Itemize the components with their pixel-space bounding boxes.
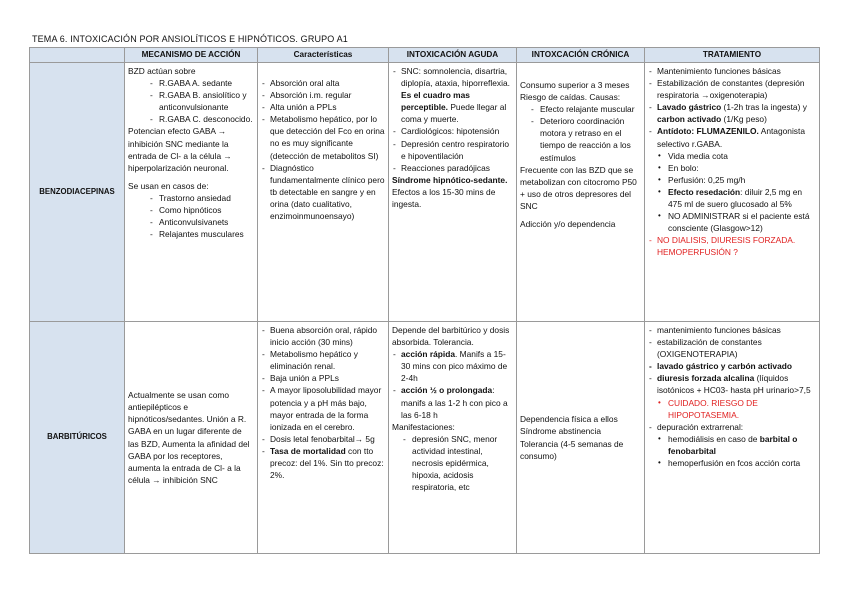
list-item: - Cardiológicos: hipotensión	[392, 125, 513, 137]
table-row-benzodiacepinas	[30, 63, 820, 322]
list-item: - depresión SNC, menor actividad intestinal, necrosis epidérmica, hipoxia, acidosis respiratoria, etc	[402, 433, 513, 493]
list-item: - Anticonvulsivanets	[143, 216, 254, 228]
barb-depur-list	[648, 421, 816, 433]
list-item: - Baja unión a PPLs	[261, 372, 385, 384]
cronica-frecuente: Frecuente con las BZD que se metabolizan con citocromo P50 + uso de otros depresores del SNC	[520, 164, 637, 211]
benzo-syndrome: Síndrome hipnótico-sedante.	[392, 174, 508, 185]
resedacion-text: : diluir 2,5 mg en 475 ml de suero glucosado al 5%	[668, 186, 803, 210]
benzo-cronica	[517, 63, 645, 322]
list-item: - A mayor liposolubilidad mayor potencia y a pH más bajo, mayor entrada de la forma ionizada en el cerebro.	[261, 384, 385, 432]
list-item: • NO ADMINISTRAR si el paciente está consciente (Glasgow>12)	[658, 210, 816, 234]
cronica-causas-list	[520, 103, 641, 163]
header-empty	[30, 48, 125, 63]
list-item: - depuración extrarrenal:	[648, 421, 816, 433]
benzo-trat-warning	[648, 234, 816, 258]
carbon-text: (1/Kg peso)	[721, 114, 767, 125]
list-item: - Estabilización de constantes (depresión respiratoria →oxigenoterapia)	[648, 77, 816, 101]
lavado-bold: Lavado gástrico	[657, 102, 722, 113]
list-item	[261, 445, 385, 481]
list-item: - Mantenimiento funciones básicas	[648, 65, 816, 77]
mortalidad-bold: Tasa de mortalidad	[270, 445, 346, 456]
list-item: - R.GABA C. desconocido.	[143, 113, 254, 125]
rapida-bold: acción rápida	[401, 349, 455, 360]
row-label-barb: BARBITÚRICOS	[30, 322, 125, 554]
flumazenilo-props	[648, 150, 816, 235]
intoxication-table	[29, 47, 820, 554]
barb-caracteristicas	[258, 322, 389, 554]
benzo-uses-list	[128, 192, 254, 240]
lavado-text: (1-2h tras la ingesta) y	[721, 102, 807, 113]
barb-aguda-list	[392, 348, 513, 421]
list-item: - Buena absorción oral, rápido inicio acción (30 mins)	[261, 324, 385, 348]
list-item: • En bolo:	[658, 162, 816, 174]
barb-aguda	[389, 322, 517, 554]
barb-manif: Manifestaciones:	[392, 421, 455, 432]
list-item: - NO DIALISIS, DIURESIS FORZADA. HEMOPERFUSIÓN ?	[648, 234, 816, 258]
row-label-benzo: BENZODIACEPINAS	[30, 63, 125, 322]
coma-bold: Es el cuadro mas perceptible.	[401, 90, 470, 113]
antidoto-bold: Antídoto: FLUMAZENILO.	[657, 126, 759, 137]
prolong-bold: acción ½ o prolongada	[401, 385, 493, 396]
list-item: - Como hipnóticos	[143, 204, 254, 216]
benzo-caract-list	[261, 77, 385, 222]
benzo-onset: Efectos a los 15-30 mins de ingesta.	[392, 186, 496, 210]
barb-cronica	[517, 322, 645, 554]
diuresis-bold: diuresis forzada alcalina	[657, 373, 755, 384]
barb-caract-list	[261, 324, 385, 481]
list-item: - Dosis letal fenobarbital→ 5g	[261, 433, 385, 445]
header-mecanismo: MECANISMO DE ACCIÓN	[125, 48, 258, 63]
hemo-bold: barbital o fenobarbital	[668, 433, 798, 456]
snc-text: SNC: somnolencia, disartria, diplopía, ataxia, hiporreflexia.	[401, 66, 510, 89]
list-item: - mantenimiento funciones básicas	[648, 324, 816, 336]
list-item: - Metabolismo hepático, por lo que detección del Fco en orina no es muy significante (detección de metabolitos SI)	[261, 113, 385, 161]
list-item: - Efecto relajante muscular	[530, 103, 641, 115]
list-item: - Absorción oral alta	[261, 77, 385, 89]
barb-mecanismo	[125, 322, 258, 554]
list-item: - Alta unión a PPLs	[261, 101, 385, 113]
coma-rest: Puede llegar al coma y muerte.	[401, 102, 507, 125]
list-item	[648, 101, 816, 125]
list-item: - Reacciones paradójicas	[392, 162, 513, 174]
barb-depur-sub	[648, 433, 816, 469]
resedacion-bold: Efecto resedación	[668, 186, 741, 197]
barb-cuidado-list	[648, 397, 816, 421]
header-row	[30, 48, 820, 63]
benzo-receptor-list	[128, 77, 254, 125]
barb-manif-list	[392, 433, 513, 493]
benzo-trat-list	[648, 65, 816, 150]
benzo-uses-intro: Se usan en casos de:	[128, 180, 209, 191]
benzo-aguda	[389, 63, 517, 322]
list-item	[648, 372, 816, 396]
diuresis-text: (líquidos isotónicos + HC03- hasta pH urinario>7,5	[657, 373, 811, 396]
carbon-bold: carbon activado	[657, 114, 722, 125]
benzo-aguda-list	[392, 65, 513, 174]
list-item: - Diagnóstico fundamentalmente clínico pero tb detectable en sangre y en orina (dato cualitativo, enzimoinmunoensayo)	[261, 162, 385, 222]
list-item	[392, 348, 513, 384]
antidoto-text: Antagonista selectivo r.GABA.	[657, 126, 805, 149]
mortalidad-text: con tto precoz: del 1%. Sin tto precoz: 2%.	[270, 445, 384, 481]
header-tratamiento: TRATAMIENTO	[645, 48, 820, 63]
hemo-text: hemodiálisis en caso de	[668, 433, 760, 444]
benzo-caracteristicas	[258, 63, 389, 322]
list-item: • CUIDADO. RIESGO DE HIPOPOTASEMIA.	[658, 397, 816, 421]
list-item: • hemoperfusión en fcos acción corta	[658, 457, 816, 469]
list-item: • Vida media cota	[658, 150, 816, 162]
barb-aguda-intro: Depende del barbitúrico y dosis absorbida. Tolerancia.	[392, 325, 510, 348]
list-item: - Trastorno ansiedad	[143, 192, 254, 204]
benzo-mec-effect: Potencian efecto GABA → inhibición SNC mediante la entrada de Cl- a la célula → hiperpolarización neuronal.	[128, 126, 232, 173]
list-item: - R.GABA A. sedante	[143, 77, 254, 89]
list-item	[658, 433, 816, 457]
list-item	[392, 384, 513, 420]
list-item: • Perfusión: 0,25 mg/h	[658, 174, 816, 186]
list-item	[648, 125, 816, 149]
list-item: - Deterioro coordinación motora y retraso en el tiempo de reacción a los estímulos	[530, 115, 641, 163]
list-item: - R.GABA B. ansiolítico y anticonvulsionante	[143, 89, 254, 113]
document-title: TEMA 6. INTOXICACIÓN POR ANSIOLÍTICOS E HIPNÓTICOS. GRUPO A1	[32, 34, 348, 44]
list-item: - Absorción i.m. regular	[261, 89, 385, 101]
header-aguda: INTOXICACIÓN AGUDA	[389, 48, 517, 63]
table-row-barbituricos	[30, 322, 820, 554]
list-item: - lavado gástrico y carbón activado	[648, 360, 816, 372]
cronica-adiccion: Adicción y/o dependencia	[520, 219, 616, 230]
barb-trat-list	[648, 324, 816, 397]
cronica-riesgo: Riesgo de caídas. Causas:	[520, 92, 621, 103]
benzo-tratamiento	[645, 63, 820, 322]
cronica-consumo: Consumo superior a 3 meses	[520, 80, 630, 90]
barb-mec-text: Actualmente se usan como antiepilépticos e hipnóticos/sedantes. Unión a R. GABA en un lugar diferente de las BZD, Aumenta la afinidad del GABA por los receptores, aumenta la entrada de Cl- a la célula → inhibición SNC	[128, 390, 250, 485]
list-item: - Relajantes musculares	[143, 228, 254, 240]
rapida-text: . Manifs a 15-30 mins con pico máximo de 2-4h	[401, 349, 508, 384]
prolong-text: : manifs a las 1-2 h con pico a las 6-18 h	[401, 385, 508, 420]
benzo-mec-intro: BZD actúan sobre	[128, 66, 196, 76]
barb-tratamiento	[645, 322, 820, 554]
barb-cronica-text: Dependencia física a ellos Síndrome abstinencia Tolerancia (4-5 semanas de consumo)	[520, 414, 624, 461]
list-item: - estabilización de constantes (OXIGENOTERAPIA)	[648, 336, 816, 360]
benzo-mecanismo	[125, 63, 258, 322]
list-item: - Metabolismo hepático y eliminación renal.	[261, 348, 385, 372]
header-cronica: INTOXCACIÓN CRÓNICA	[517, 48, 645, 63]
header-caracteristicas: Características	[258, 48, 389, 63]
list-item: - Depresión centro respiratorio e hipoventilación	[392, 138, 513, 162]
list-item	[658, 186, 816, 210]
list-item	[392, 65, 513, 125]
